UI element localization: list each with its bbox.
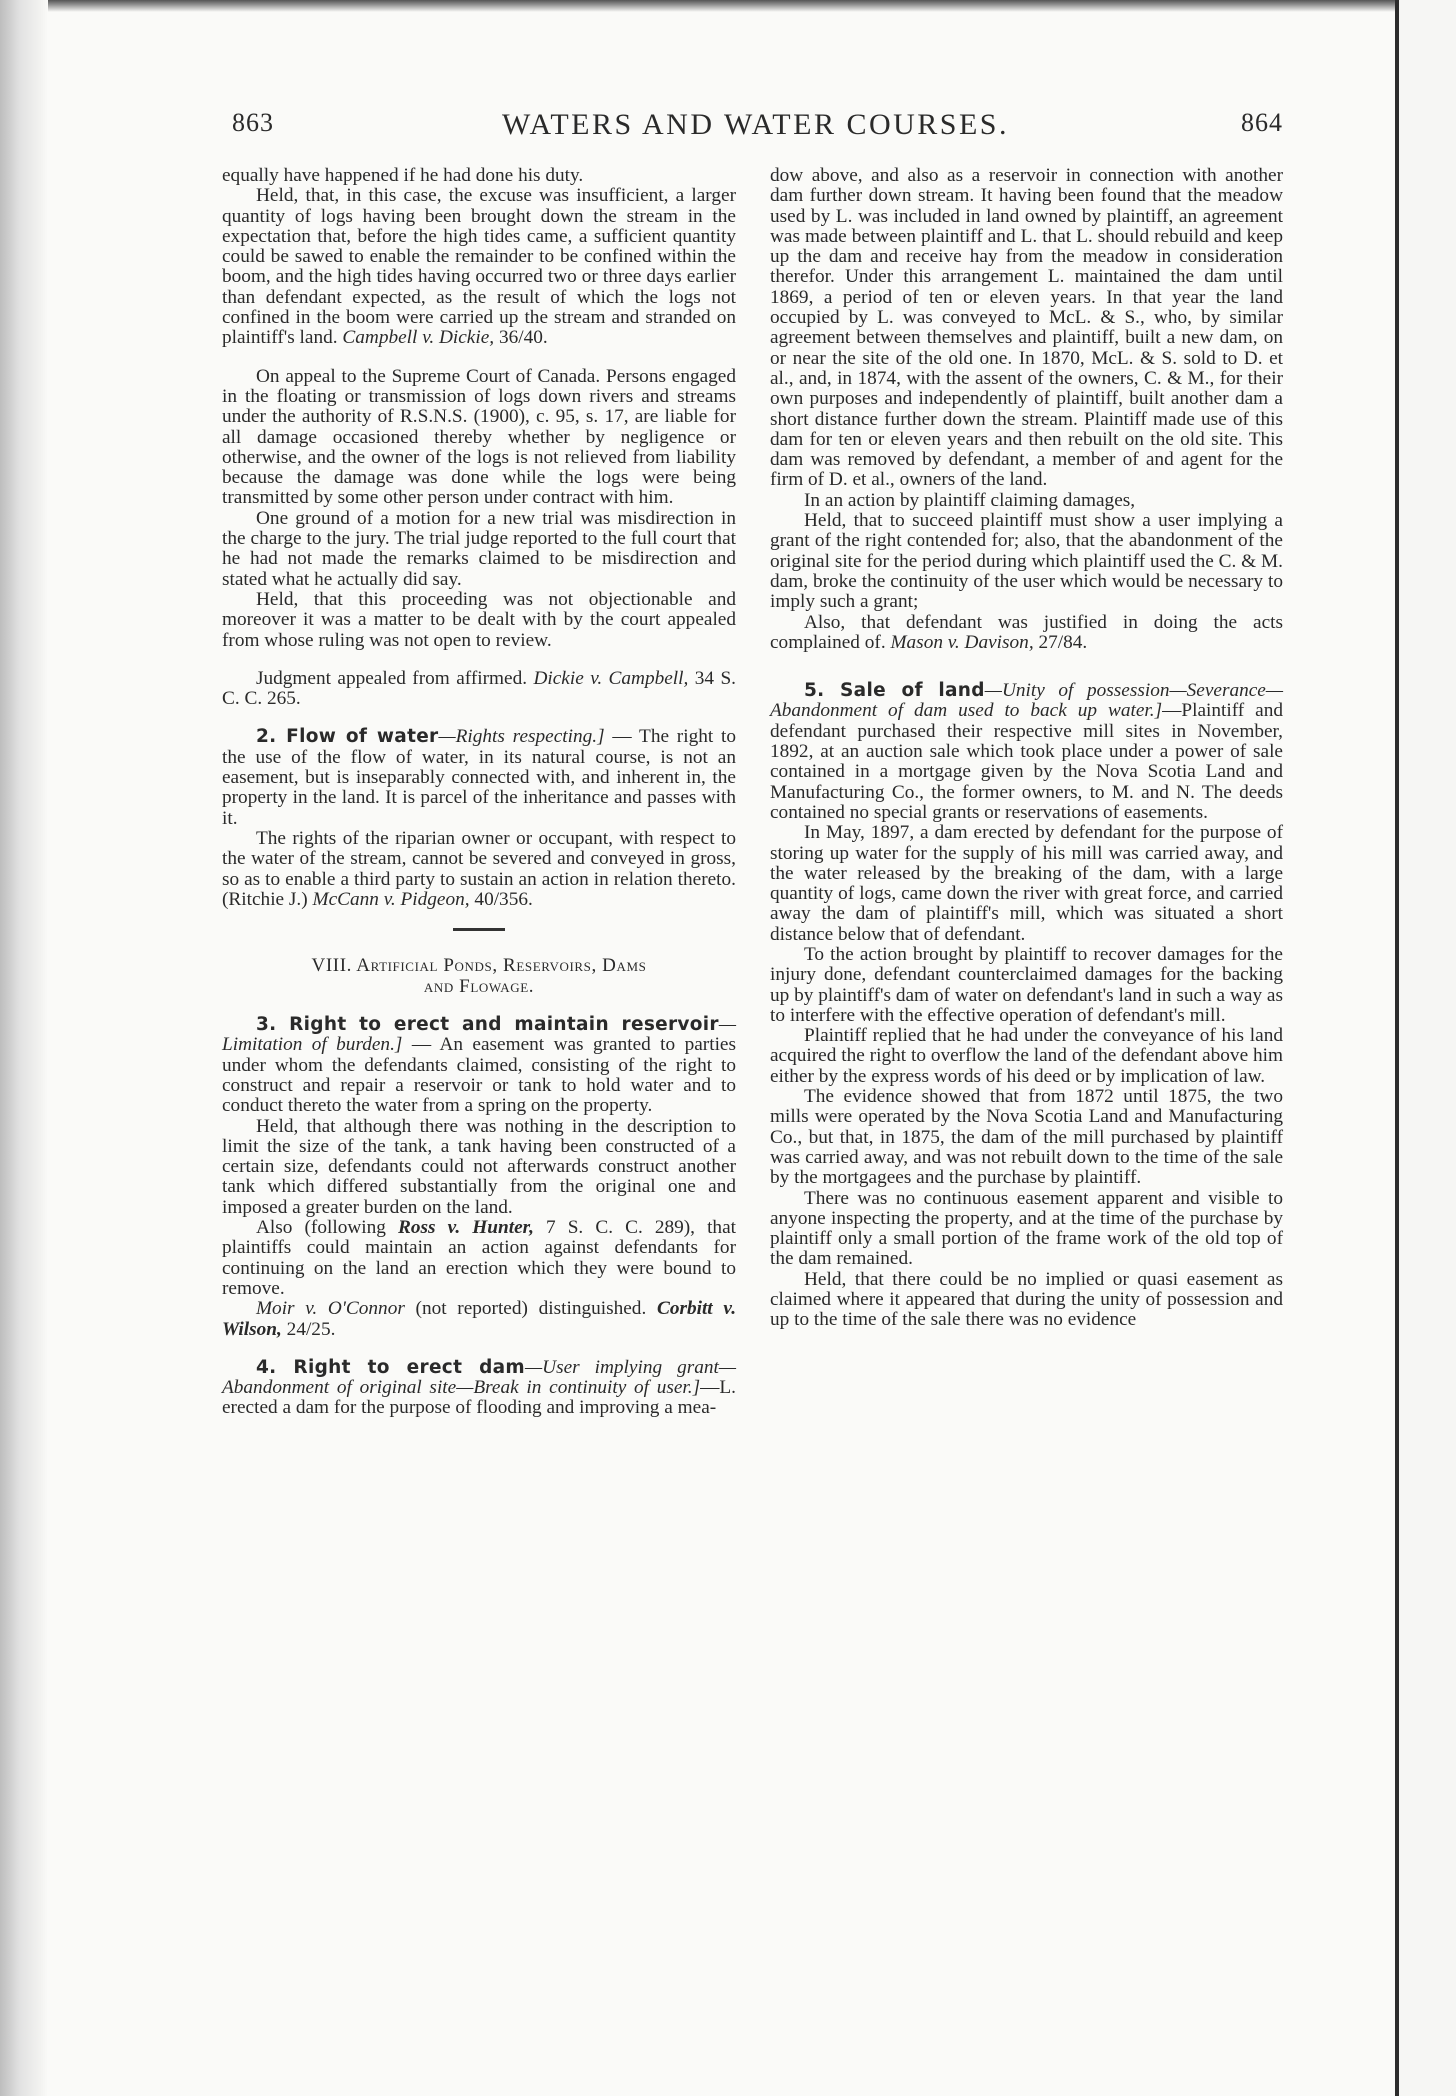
page-number-right: 864 (1241, 108, 1283, 137)
paragraph-text: 7 S. C. C. 289), that plaintiffs could maintain an action against defendants for continuing on the land an erection which they were bound to remove. (222, 1217, 736, 1299)
page-header (228, 108, 1283, 148)
section-subheading: —User implying grant—Abandonment of original site—Break in continuity of user.] (222, 1356, 736, 1399)
case-citation: Moir v. O'Connor (256, 1298, 405, 1320)
case-reference: 34 S. C. C. 265. (222, 667, 736, 710)
paragraph-text: (not reported) distinguished. (415, 1298, 647, 1320)
page-number-left: 863 (232, 108, 274, 137)
next-page-strip (1399, 0, 1456, 2096)
paragraph: Held, that this proceeding was not objectionable and moreover it was a matter to be dealt with by the court appealed from whose ruling was not open to review. (222, 588, 736, 651)
paragraph-text: —L. erected a dam for the purpose of flooding and improving a mea- (222, 1377, 736, 1419)
case-citation: Dickie v. Campbell, (533, 667, 689, 689)
case-reference: 24/25. (286, 1318, 336, 1340)
paragraph-text: Also (following (256, 1217, 386, 1239)
case-reference: 27/84. (1038, 631, 1088, 653)
case-citation: McCann v. Pidgeon, (312, 888, 470, 910)
paragraph: dow above, and also as a reservoir in connection with another dam further down stream. It having been found that the meadow used by L. was included in land owned by plaintiff, an agreement was made between plaintiff and L. that L. should rebuild and keep up the dam and receive hay from the meadow in consideration therefor. Under this arrangement L. maintained the dam until 1869, a period of ten or eleven years. In that year the land occupied by L. was conveyed to McL. & S., who, by similar agreement between themselves and plaintiff, built a new dam, on or near the site of the old one. In 1870, McL. & S. sold to D. et al., and, in 1874, with the assent of the owners, C. & M., for their own purposes and independently of plaintiff, built another dam a short distance further down the stream. Plaintiff made use of this dam for ten or eleven years and then rebuilt on the old site. This dam was removed by defendant, a member of and agent for the firm of D. et al., owners of the land. (770, 165, 1283, 491)
paragraph (222, 186, 736, 348)
paragraph (222, 1299, 736, 1340)
case-citation: Campbell v. Dickie, (342, 327, 495, 349)
paragraph: In May, 1897, a dam erected by defendant for the purpose of storing up water for the supply of his mill was carried away, and the water released by the breaking of the dam, with a large quantity of logs, came down the river with great force, and carried away the dam of plaintiff's mill, which was situated a short distance below that of defendant. (770, 822, 1283, 945)
section-subheading: —Rights respecting.] (438, 726, 605, 748)
right-column (770, 166, 1283, 1331)
section-3 (222, 1015, 736, 1116)
paragraph: There was no continuous easement apparent and visible to anyone inspecting the property, and at the time of the purchase by plaintiff only a small portion of the frame work of the old top of the dam remained. (770, 1187, 1283, 1270)
part-heading-line: VIII. Artificial Ponds, Reservoirs, Dams (311, 955, 647, 977)
section-5 (770, 681, 1283, 823)
paragraph (222, 1218, 736, 1299)
part-heading (222, 955, 736, 997)
paragraph: In an action by plaintiff claiming damages, (804, 489, 1136, 511)
paragraph-text: The rights of the riparian owner or occupant, with respect to the water of the stream, cannot be severed and conveyed in gross, so as to enable a third party to sustain an action in relation thereto. (Ritchie J.) (222, 827, 736, 910)
paragraph-text: Judgment appealed from affirmed. (256, 667, 528, 689)
paragraph: Plaintiff replied that he had under the conveyance of his land acquired the right to overflow the land of the defendant above him either by the express words of his deed or by implication of law. (770, 1025, 1283, 1087)
left-column (222, 166, 736, 1419)
paragraph: Held, that although there was nothing in the description to limit the size of the tank, a tank having been constructed of a certain size, defendants could not afterwards construct another tank which differed substantially from the original one and imposed a greater burden on the land. (222, 1115, 736, 1218)
case-citation: Corbitt v. Wilson, (222, 1298, 737, 1340)
paragraph: Held, that there could be no implied or quasi easement as claimed where it appeared that during the unity of possession and up to the time of the sale there was no evidence (770, 1268, 1283, 1331)
section-heading: 3. Right to erect and maintain reservoir (256, 1014, 719, 1036)
section-2 (222, 727, 736, 828)
paragraph-text: Also, that defendant was justified in doing the acts complained of. (770, 611, 1283, 653)
paragraph (222, 829, 736, 910)
running-title: WATERS AND WATER COURSES. (501, 108, 1009, 141)
paragraph: One ground of a motion for a new trial was misdirection in the charge to the jury. The trial judge reported to the full court that he had not made the remarks claimed to be misdirection and stated what he actually did say. (222, 507, 736, 590)
section-heading: 4. Right to erect dam (256, 1356, 526, 1378)
paragraph (770, 613, 1283, 654)
paragraph: The evidence showed that from 1872 until 1875, the two mills were operated by the Nova Scotia Land and Manufacturing Co., but that, in 1875, the dam of the mill purchased by plaintiff was carried away, and was not rebuilt down to the time of the sale by the mortgagees and the purchase by plaintiff. (770, 1086, 1283, 1189)
book-binding-shadow (0, 0, 48, 2096)
paragraph-text: — An easement was granted to parties under whom the defendants claimed, consisting of the right to construct and repair a reservoir or tank to hold water and to conduct thereto the water from a spring on the property. (222, 1034, 736, 1117)
paragraph: To the action brought by plaintiff to recover damages for the injury done, defendant counterclaimed damages for the backing up by plaintiff's dam of water on defendant's land in such a way as to interfere with the effective operation of defendant's mill. (770, 943, 1283, 1026)
section-subheading: —Unity of possession—Severance—Abandonment of dam used to back up water.] (770, 680, 1283, 722)
part-heading-line: and Flowage. (423, 976, 535, 998)
paragraph-text: —Plaintiff and defendant purchased their respective mill sites in November, 1892, at an auction sale which took place under a power of sale contained in a mortgage given by the Nova Scotia Land and Manufacturing Co., the former owners, to M. and N. The deeds contained no special grants or reservations of easements. (770, 700, 1283, 823)
section-divider (453, 928, 505, 931)
case-citation: Mason v. Davison, (890, 631, 1034, 653)
section-4 (222, 1358, 736, 1419)
paragraph-text: Held, that, in this case, the excuse was insufficient, a larger quantity of logs having been brought down the stream in the expectation that, before the high tides came, a sufficient quantity could be sawed to enable the remainder to be confined within the boom, and the high tides having occurred two or three days earlier than defendant expected, as the result of which the logs not confined in the boom were carried up the stream and stranded on plaintiff's land. (222, 185, 736, 349)
section-heading: 2. Flow of water (256, 726, 439, 748)
paragraph (222, 669, 736, 710)
section-heading: 5. Sale of land (804, 680, 985, 702)
paragraph: equally have happened if he had done his duty. (222, 165, 584, 186)
case-reference: 40/356. (474, 888, 533, 910)
section-subheading: —Limitation of burden.] (222, 1014, 736, 1056)
paragraph-text: — The right to the use of the flow of water, in its natural course, is not an easement, but is inseparably connected with, and inherent in, the property in the land. It is parcel of the inheritance and passes with it. (222, 726, 736, 829)
case-reference: 36/40. (498, 327, 548, 349)
scan-top-edge (0, 0, 1456, 12)
paragraph: On appeal to the Supreme Court of Canada. Persons engaged in the floating or transmission of logs down rivers and streams under the authority of R.S.N.S. (1900), c. 95, s. 17, are liable for all damage occasioned thereby whether by negligence or otherwise, and the owner of the logs is not relieved from liability because the damage was done while the logs were being transmitted by some other person under contract with him. (222, 365, 736, 509)
case-citation: Ross v. Hunter, (397, 1217, 534, 1239)
paragraph: Held, that to succeed plaintiff must show a user implying a grant of the right contended for; also, that the abandonment of the original site for the period during which plaintiff used the C. & M. dam, broke the continuity of the user which would be necessary to imply such a grant; (770, 510, 1283, 613)
